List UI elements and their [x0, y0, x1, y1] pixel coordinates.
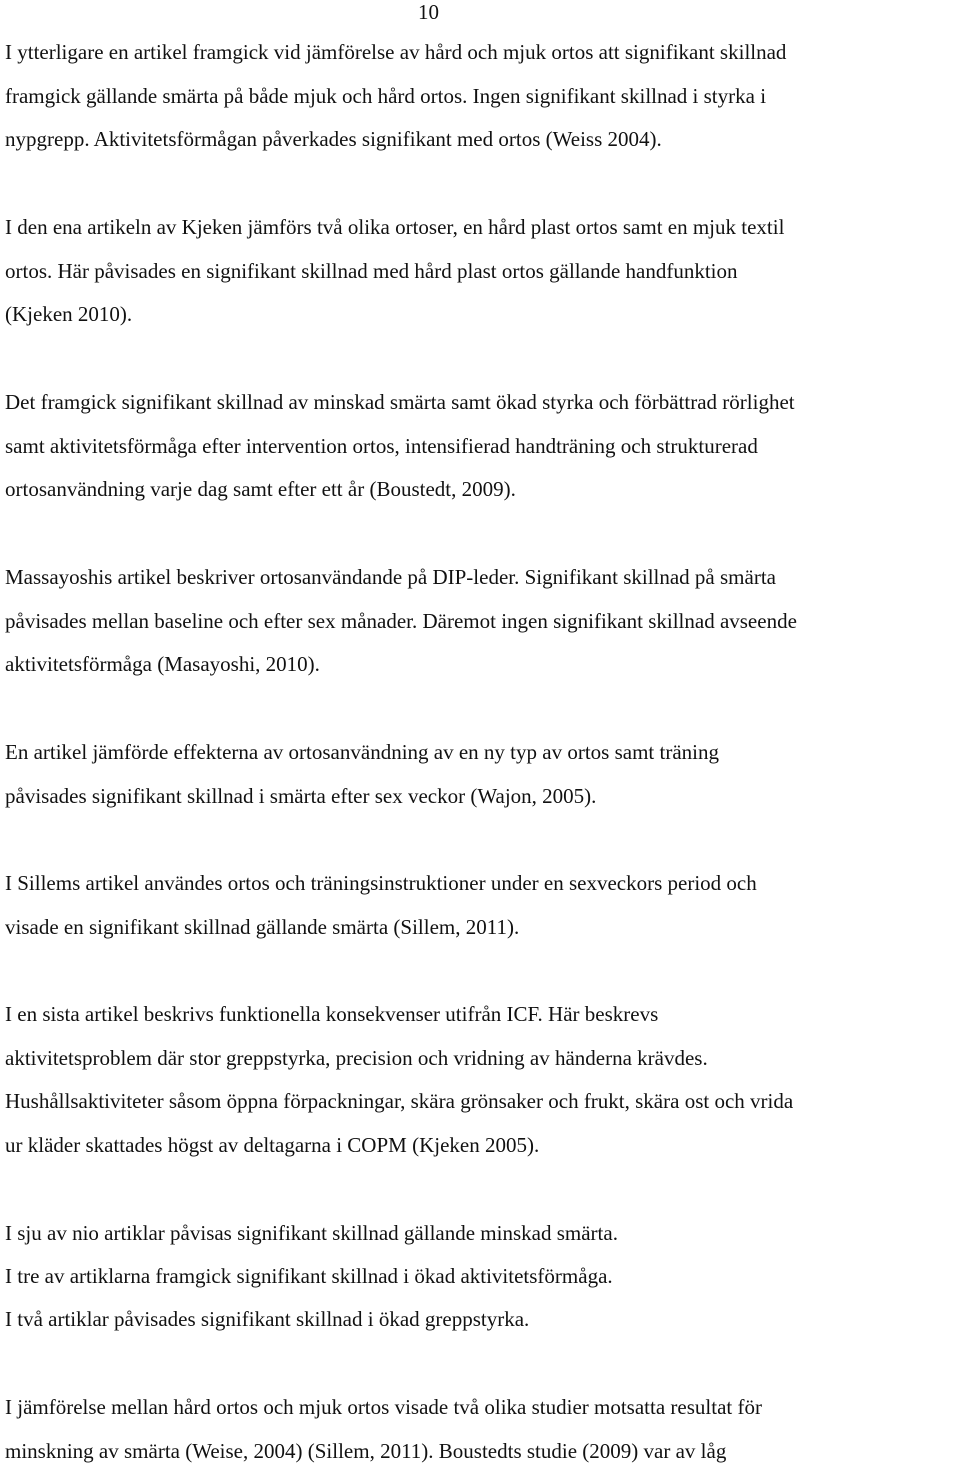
text-line: (Kjeken 2010). [5, 302, 133, 327]
text-line: I sju av nio artiklar påvisas signifikant skillnad gällande minskad smärta. [5, 1221, 618, 1245]
text-line: aktivitetsförmåga (Masayoshi, 2010). [5, 652, 320, 677]
text-line: framgick gällande smärta på både mjuk och hård ortos. Ingen signifikant skillnad i styrka i [5, 83, 767, 108]
text-line: aktivitetsproblem där stor greppstyrka, precision och vridning av händerna krävdes. [5, 1045, 708, 1070]
paragraph-boustedt [5, 381, 960, 512]
paragraph-masayoshi [5, 556, 960, 687]
text-line: samt aktivitetsförmåga efter intervention ortos, intensifierad handträning och strukturerad [5, 433, 758, 458]
text-line: I ytterligare en artikel framgick vid jämförelse av hård och mjuk ortos att signifikant skillnad [5, 40, 787, 64]
text-line: nypgrepp. Aktivitetsförmågan påverkades signifikant med ortos (Weiss 2004). [5, 127, 662, 152]
text-line: visade en signifikant skillnad gällande smärta (Sillem, 2011). [5, 914, 520, 939]
paragraph-kjeken-2005 [5, 993, 960, 1167]
paragraph-comparison [5, 1386, 960, 1473]
text-line: Hushållsaktiviteter såsom öppna förpackningar, skära grönsaker och frukt, skära ost och vrida [5, 1089, 794, 1114]
text-line: påvisades mellan baseline och efter sex månader. Däremot ingen signifikant skillnad avseende [5, 608, 797, 633]
paragraph-summary [5, 1212, 960, 1341]
text-line: minskning av smärta (Weise, 2004) (Sillem, 2011). Boustedts studie (2009) var av låg [5, 1438, 727, 1463]
paragraph-kjeken-2010 [5, 206, 960, 337]
text-line: Massayoshis artikel beskriver ortosanvändande på DIP-leder. Signifikant skillnad på smärta [5, 565, 776, 589]
text-line: En artikel jämförde effekterna av ortosanvändning av en ny typ av ortos samt träning [5, 740, 719, 764]
text-line: I Sillems artikel användes ortos och träningsinstruktioner under en sexveckors period och [5, 871, 757, 895]
paragraph-weiss [5, 31, 960, 162]
text-line: I en sista artikel beskrivs funktionella konsekvenser utifrån ICF. Här beskrevs [5, 1002, 659, 1026]
text-line: I jämförelse mellan hård ortos och mjuk ortos visade två olika studier motsatta resultat för [5, 1395, 762, 1419]
paragraph-wajon [5, 731, 960, 818]
paragraph-sillem [5, 862, 960, 949]
text-line: ur kläder skattades högst av deltagarna i COPM (Kjeken 2005). [5, 1132, 540, 1157]
text-line: I den ena artikeln av Kjeken jämförs två olika ortoser, en hård plast ortos samt en mjuk textil [5, 215, 785, 239]
text-line: Det framgick signifikant skillnad av minskad smärta samt ökad styrka och förbättrad rörlighet [5, 390, 795, 414]
text-line: påvisades signifikant skillnad i smärta efter sex veckor (Wajon, 2005). [5, 783, 597, 808]
text-line: ortosanvändning varje dag samt efter ett år (Boustedt, 2009). [5, 477, 516, 502]
text-line: I två artiklar påvisades signifikant skillnad i ökad greppstyrka. [5, 1307, 530, 1331]
text-line: I tre av artiklarna framgick signifikant skillnad i ökad aktivitetsförmåga. [5, 1264, 613, 1288]
page-number: 10 [418, 0, 439, 24]
text-line: ortos. Här påvisades en signifikant skillnad med hård plast ortos gällande handfunktion [5, 258, 738, 283]
